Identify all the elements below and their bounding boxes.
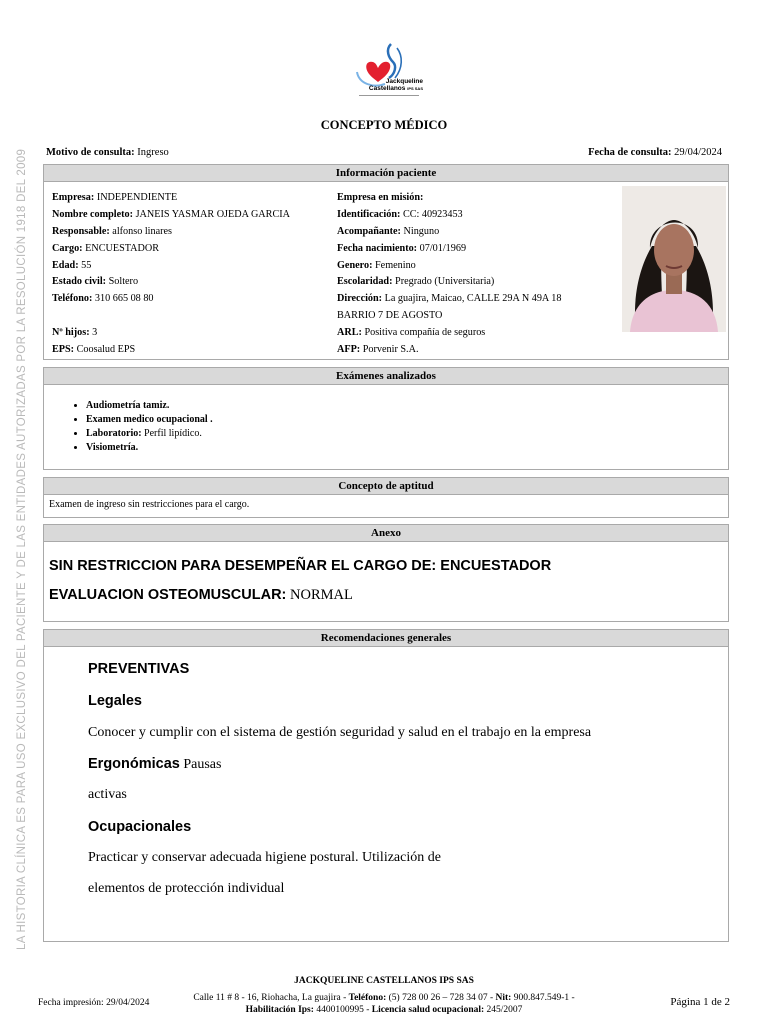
patient-field: Nombre completo: JANEIS YASMAR OJEDA GARCIA bbox=[52, 208, 290, 220]
rec-ocupacionales-text2: elementos de protección individual bbox=[88, 881, 285, 896]
annex-line-osteomuscular bbox=[49, 587, 353, 604]
patient-field: Estado civil: Soltero bbox=[52, 276, 139, 288]
annex-osteo-label: EVALUACION OSTEOMUSCULAR: bbox=[49, 587, 287, 603]
aptitude-header: Concepto de aptitud bbox=[44, 478, 728, 495]
exams-list bbox=[44, 385, 728, 455]
patient-field: Edad: 55 bbox=[52, 259, 92, 271]
patient-field: BARRIO 7 DE AGOSTO bbox=[337, 310, 443, 322]
patient-field: Responsable: alfonso linares bbox=[52, 225, 172, 237]
annex-header: Anexo bbox=[44, 525, 728, 542]
company-logo bbox=[345, 40, 425, 104]
patient-field: Fecha nacimiento: 07/01/1969 bbox=[337, 242, 467, 254]
consult-date-value: 29/04/2024 bbox=[674, 147, 722, 158]
patient-field: Empresa: INDEPENDIENTE bbox=[52, 192, 178, 203]
annex-osteo-value: NORMAL bbox=[290, 587, 353, 603]
patient-field: AFP: Porvenir S.A. bbox=[337, 344, 419, 356]
patient-field: Cargo: ENCUESTADOR bbox=[52, 242, 160, 254]
patient-field: Nº hijos: 3 bbox=[52, 327, 98, 339]
exams-header: Exámenes analizados bbox=[44, 368, 728, 385]
logo-text bbox=[359, 78, 423, 92]
consult-reason-label: Motivo de consulta: bbox=[46, 147, 135, 158]
consult-date bbox=[588, 147, 722, 158]
patient-field: Empresa en misión: bbox=[337, 192, 424, 203]
list-item: • Laboratorio: Perfil lipídico. bbox=[86, 427, 728, 441]
patient-field: ARL: Positiva compañía de seguros bbox=[337, 327, 486, 339]
rec-ocupacionales-text1: Practicar y conservar adecuada higiene postural. Utilización de bbox=[88, 850, 441, 865]
aptitude-section bbox=[43, 477, 729, 518]
patient-right-column bbox=[337, 190, 561, 359]
patient-info-section bbox=[43, 164, 729, 360]
recommendations-section bbox=[43, 629, 729, 942]
patient-field bbox=[52, 308, 290, 325]
rec-ergonomicas-text: Pausas bbox=[183, 757, 222, 772]
rec-ergonomicas bbox=[88, 756, 221, 773]
exams-section bbox=[43, 367, 729, 470]
list-item: • Audiometría tamiz. bbox=[86, 399, 728, 413]
list-item: • Examen medico ocupacional . bbox=[86, 413, 728, 427]
footer-page-number: Página 1 de 2 bbox=[670, 996, 730, 1008]
consult-date-label: Fecha de consulta: bbox=[588, 147, 672, 158]
logo-underline bbox=[359, 95, 419, 96]
patient-left-column bbox=[52, 190, 290, 359]
patient-field: Teléfono: 310 665 08 80 bbox=[52, 293, 154, 305]
footer-print-date: Fecha impresión: 29/04/2024 bbox=[38, 998, 150, 1008]
rec-ergonomicas-text2: activas bbox=[88, 787, 127, 802]
rec-legales-heading: Legales bbox=[88, 693, 142, 709]
patient-field: Genero: Femenino bbox=[337, 259, 416, 271]
rec-preventivas-heading: PREVENTIVAS bbox=[88, 661, 190, 677]
patient-info-header: Información paciente bbox=[44, 165, 728, 182]
logo-line2: Castellanos bbox=[368, 85, 406, 92]
recommendations-header: Recomendaciones generales bbox=[44, 630, 728, 647]
patient-photo-icon bbox=[622, 186, 726, 332]
annex-line-restriction: SIN RESTRICCION PARA DESEMPEÑAR EL CARGO DE: ENCUESTADOR bbox=[49, 558, 552, 574]
consult-meta bbox=[46, 147, 722, 158]
rec-legales-text: Conocer y cumplir con el sistema de gestión seguridad y salud en el trabajo en la empresa bbox=[88, 725, 592, 740]
consult-reason bbox=[46, 147, 169, 158]
patient-field: Identificación: CC: 40923453 bbox=[337, 208, 463, 220]
list-item: • Visiometría. bbox=[86, 441, 728, 455]
patient-field: EPS: Coosalud EPS bbox=[52, 344, 136, 356]
annex-section bbox=[43, 524, 729, 622]
patient-field: Dirección: La guajira, Maicao, CALLE 29A N 49A 18 bbox=[337, 293, 562, 305]
page-title: CONCEPTO MÉDICO bbox=[320, 118, 448, 132]
rec-ergonomicas-heading: Ergonómicas bbox=[88, 756, 180, 772]
consult-reason-value: Ingreso bbox=[137, 147, 169, 158]
footer-address: Calle 11 # 8 - 16, Riohacha, La guajira - Teléfono: (5) 728 00 26 – 728 34 07 - Nit: 900.847.549-1 - Habilitación Ips: 4400100995 - Licencia salud ocupacional: 245/2007 bbox=[193, 993, 575, 1015]
logo-line1: Jackqueline bbox=[385, 78, 423, 85]
vertical-legal-notice: LA HISTORIA CLÍNICA ES PARA USO EXCLUSIVO DEL PACIENTE Y DE LAS ENTIDADES AUTORIZADAS POR LA RESOLUCIÓN 1918 DEL 2009 bbox=[16, 148, 28, 950]
aptitude-text: Examen de ingreso sin restricciones para el cargo. bbox=[49, 499, 250, 510]
rec-ocupacionales-heading: Ocupacionales bbox=[88, 819, 192, 835]
footer-company: JACKQUELINE CASTELLANOS IPS SAS bbox=[294, 976, 474, 986]
patient-field: Escolaridad: Pregrado (Universitaria) bbox=[337, 276, 495, 288]
logo-suffix: IPS SAS bbox=[407, 86, 423, 91]
patient-field: Acompañante: Ninguno bbox=[337, 225, 440, 237]
patient-photo bbox=[622, 186, 726, 332]
